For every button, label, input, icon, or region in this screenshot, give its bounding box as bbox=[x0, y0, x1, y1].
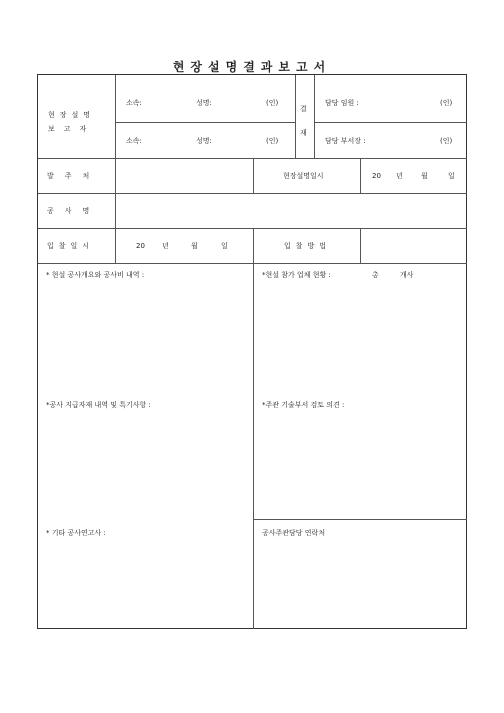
document-title: 현장설명결과보고서 bbox=[172, 60, 332, 74]
client-column-divider bbox=[253, 158, 254, 193]
content-column-divider bbox=[253, 263, 254, 629]
contact-divider bbox=[253, 519, 467, 520]
reporter-label-line1: 현장설명 bbox=[48, 111, 96, 119]
attendees-total: 총 bbox=[372, 271, 379, 279]
bid-month-unit: 월 bbox=[191, 242, 198, 250]
approval-label-divider bbox=[314, 75, 315, 158]
reporter2-name: 성명: bbox=[196, 137, 212, 145]
briefing-month-unit: 월 bbox=[421, 172, 428, 180]
label-column-divider bbox=[115, 75, 116, 263]
bid-method-label: 입찰방법 bbox=[284, 242, 332, 250]
row-divider bbox=[38, 193, 467, 194]
reporter1-name: 성명: bbox=[196, 99, 212, 107]
bid-date-label: 입찰일시 bbox=[47, 242, 95, 250]
bid-year: 20 bbox=[136, 242, 145, 250]
briefing-year: 20 bbox=[372, 172, 381, 180]
overview-section-label: * 현설 공사개요와 공사비 내역 : bbox=[46, 271, 145, 279]
approval-exec-label: 담당 임원 : bbox=[325, 99, 359, 107]
other-section-label: * 기타 공사연고사 : bbox=[46, 529, 106, 537]
reporter2-seal: (인) bbox=[266, 137, 279, 145]
review-section-label: *주관 기술부서 검토 의견 : bbox=[262, 401, 345, 409]
contact-section-label: 공사주관담당 연락처 bbox=[262, 529, 326, 537]
briefing-day-unit: 일 bbox=[448, 172, 455, 180]
bid-year-unit: 년 bbox=[162, 242, 169, 250]
materials-section-label: *공사 지급자재 내역 및 특기사항 : bbox=[46, 401, 151, 409]
approval-manager-seal: (인) bbox=[440, 137, 453, 145]
approval-label-bottom: 재 bbox=[300, 129, 307, 137]
approval-column-divider bbox=[295, 75, 296, 158]
reporter-row-divider bbox=[115, 122, 295, 123]
approval-row-divider bbox=[314, 122, 467, 123]
bid-column-divider bbox=[253, 228, 254, 263]
reporter-label-line2: 보고자 bbox=[48, 125, 96, 133]
approval-label-top: 결 bbox=[300, 105, 307, 113]
reporter1-affiliation: 소속: bbox=[126, 99, 142, 107]
client-label: 발주처 bbox=[47, 172, 101, 180]
project-name-label: 공사명 bbox=[47, 207, 101, 215]
date-column-divider bbox=[360, 158, 361, 193]
briefing-year-unit: 년 bbox=[396, 172, 403, 180]
reporter2-affiliation: 소속: bbox=[126, 137, 142, 145]
attendees-section-label: *현설 참가 업체 현황 : bbox=[262, 271, 331, 279]
attendees-unit: 개사 bbox=[400, 271, 414, 279]
briefing-date-label: 현장설명일시 bbox=[283, 172, 324, 180]
approval-exec-seal: (인) bbox=[440, 99, 453, 107]
approval-manager-label: 담당 부서장 : bbox=[325, 137, 366, 145]
bid-method-divider bbox=[360, 228, 361, 263]
report-form bbox=[37, 74, 467, 629]
reporter1-seal: (인) bbox=[266, 99, 279, 107]
bid-day-unit: 일 bbox=[221, 242, 228, 250]
